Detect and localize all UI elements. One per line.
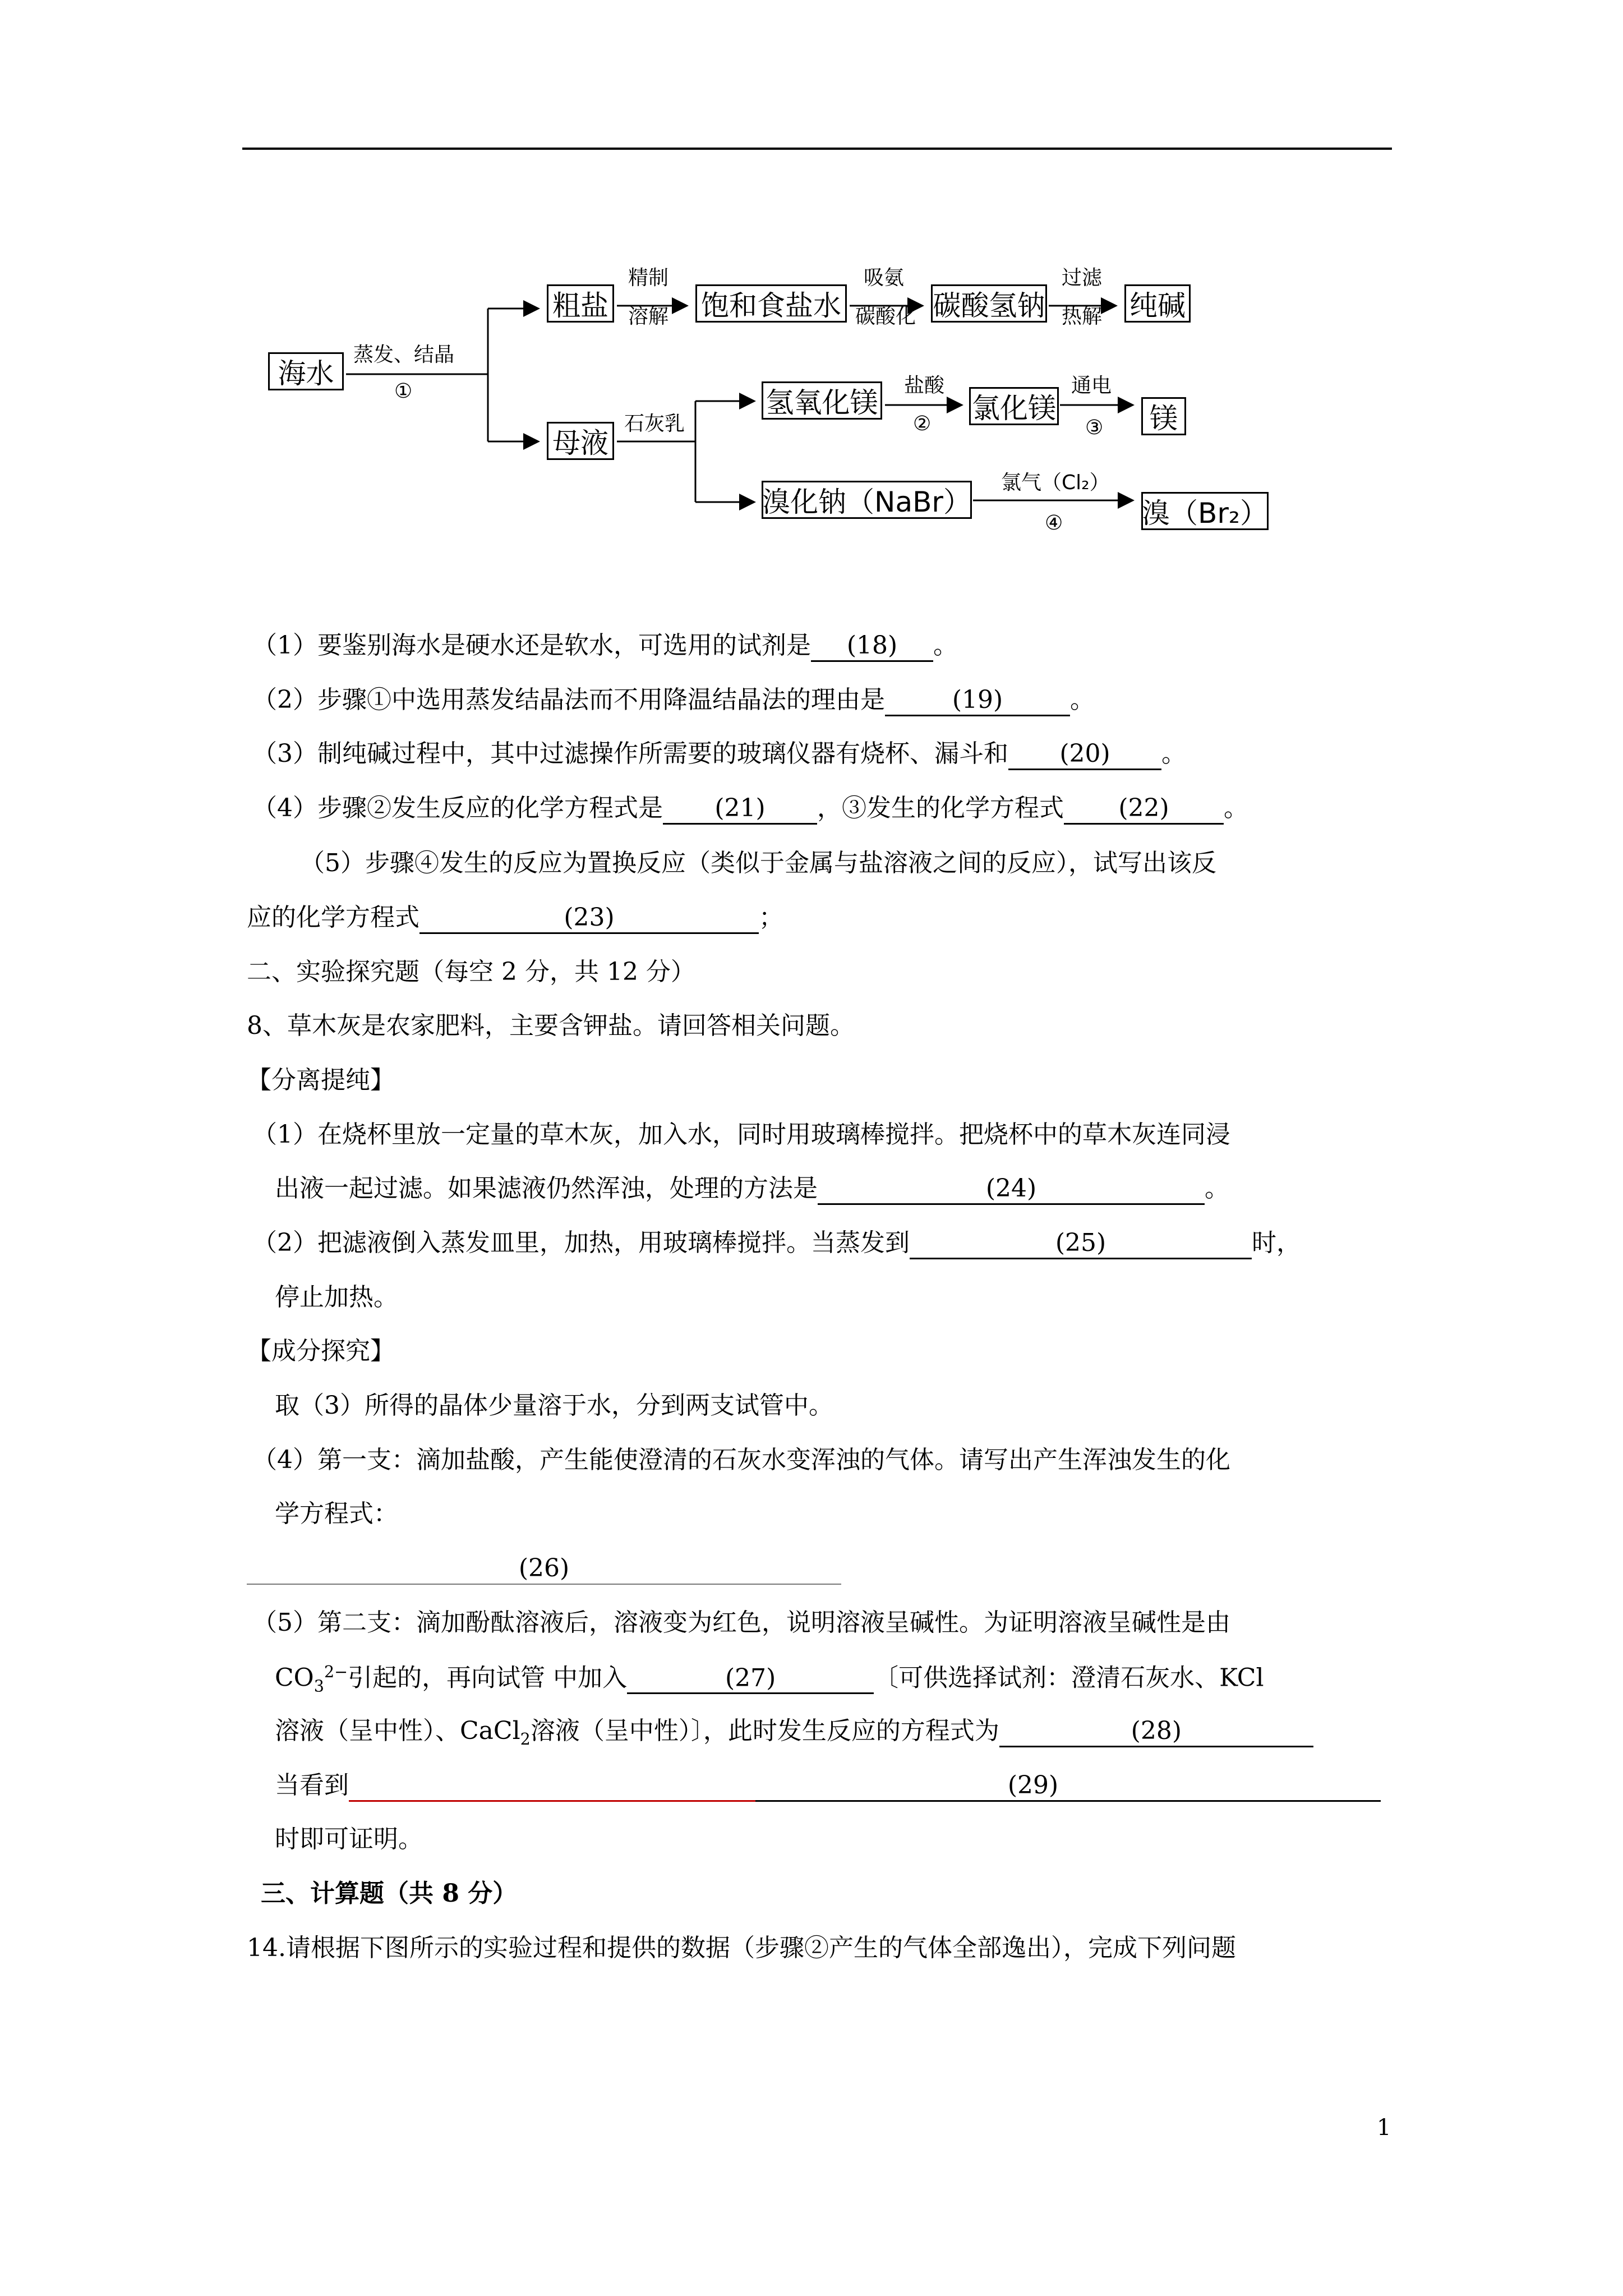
node-coarse-salt: 粗盐 [547,284,614,323]
q8-part5-line1: （5）第二支：滴加酚酞溶液后，溶液变为红色，说明溶液呈碱性。为证明溶液呈碱性是由 [252,1608,1230,1637]
q7-part2: （2）步骤①中选用蒸发结晶法而不用降温结晶法的理由是 (19) 。 [252,685,1095,716]
q8-stem: 8、草木灰是农家肥料，主要含钾盐。请回答相关问题。 [247,1011,855,1040]
label-step3: ③ [1085,416,1104,439]
q7-part3: （3）制纯碱过程中，其中过滤操作所需要的玻璃仪器有烧杯、漏斗和 (20) 。 [252,739,1186,770]
q8-part2-line1: （2）把滤液倒入蒸发皿里，加热，用玻璃棒搅拌。当蒸发到 (25) 时， [252,1228,1301,1259]
label-lime-milk: 石灰乳 [624,412,685,435]
q8-part5-line5: 时即可证明。 [275,1825,423,1853]
label-carbonate: 碳酸化 [855,305,916,328]
q7-part5-line1: （5）步骤④发生的反应为置换反应（类似于金属与盐溶液之间的反应），试写出该反 [300,849,1216,877]
label-heat-decompose: 热解 [1062,305,1103,328]
label-step2: ② [913,412,932,435]
page-number: 1 [1377,2115,1391,2141]
label-dissolve: 溶解 [628,305,669,328]
answer-blank-19[interactable]: (19) [885,686,1070,716]
node-magnesium-hydroxide: 氢氧化镁 [762,381,882,420]
q8-part4-answer-line [247,1554,841,1585]
section3-heading: 三、计算题（共 8 分） [261,1879,518,1908]
q8-part5-line2: $CO_3^{2-}$引起的，再向试管 中加入 (27) 〔可供选择试剂：澄清石灰水、KCl [275,1662,1264,1696]
answer-blank-25[interactable]: (25) [910,1229,1252,1259]
label-step1: ① [394,380,413,403]
answer-blank-21[interactable]: (21) [663,794,817,825]
label-absorb-ammonia: 吸氨 [864,266,905,289]
node-soda-ash: 纯碱 [1124,284,1191,323]
label-chlorine: 氯气（Cl₂） [1001,471,1110,494]
red-underline-segment [349,1800,755,1802]
section2-heading: 二、实验探究题（每空 2 分，共 12 分） [247,958,695,986]
answer-blank-23[interactable]: (23) [419,904,759,934]
answer-blank-20[interactable]: (20) [1008,740,1161,770]
label-filter: 过滤 [1062,266,1103,289]
diagram-connectors [0,0,1623,561]
q8-part4-line2: 学方程式： [275,1499,398,1528]
answer-blank-29[interactable]: (29) [349,1772,1381,1802]
node-magnesium: 镁 [1141,397,1186,435]
label-evaporate: 蒸发、结晶 [353,343,455,366]
answer-blank-26[interactable]: (26) [247,1554,841,1585]
q8-part3: 取（3）所得的晶体少量溶于水，分到两支试管中。 [275,1391,833,1420]
q8-part5-line4: 当看到 (29) [275,1771,1381,1802]
q8-part2-line2: 停止加热。 [275,1283,398,1312]
answer-blank-28[interactable]: (28) [999,1717,1313,1747]
label-electrolysis: 通电 [1071,374,1112,397]
answer-blank-18[interactable]: (18) [811,632,933,662]
q14-stem: 14.请根据下图所示的实验过程和提供的数据（步骤②产生的气体全部逸出），完成下列问题 [247,1934,1236,1962]
q8-subheading-analysis: 【成分探究】 [247,1337,395,1365]
q8-part5-line3: 溶液（呈中性）、CaCl$_2$溶液（呈中性）〕，此时发生反应的方程式为 (28) [275,1717,1313,1749]
label-step4: ④ [1045,512,1063,535]
label-refine: 精制 [628,266,669,289]
node-sodium-bromide: 溴化钠（NaBr） [762,481,972,519]
answer-blank-22[interactable]: (22) [1064,794,1224,825]
node-magnesium-chloride: 氯化镁 [969,387,1059,425]
q8-part1-line1: （1）在烧杯里放一定量的草木灰，加入水，同时用玻璃棒搅拌。把烧杯中的草木灰连同浸 [252,1120,1230,1149]
q7-part1: （1）要鉴别海水是硬水还是软水，可选用的试剂是 (18) 。 [252,631,958,662]
q8-subheading-separation: 【分离提纯】 [247,1066,395,1094]
seawater-process-diagram [0,0,1623,561]
node-saturated-brine: 饱和食盐水 [695,284,847,323]
answer-blank-27[interactable]: (27) [627,1664,874,1695]
node-sodium-bicarbonate: 碳酸氢钠 [931,284,1047,323]
q7-part5-line2: 应的化学方程式 (23) ； [247,903,783,934]
q8-part4-line1: （4）第一支：滴加盐酸，产生能使澄清的石灰水变浑浊的气体。请写出产生浑浊发生的化 [252,1446,1230,1474]
q8-part1-line2: 出液一起过滤。如果滤液仍然浑浊，处理的方法是 (24) 。 [275,1174,1229,1205]
node-sea: 海水 [268,352,344,390]
answer-blank-24[interactable]: (24) [818,1175,1205,1205]
q7-part4: （4）步骤②发生反应的化学方程式是 (21) ，③发生的化学方程式 (22) 。 [252,794,1248,825]
node-mother-liquor: 母液 [547,422,614,460]
label-hydrochloric-acid: 盐酸 [904,374,945,397]
node-bromine: 溴（Br₂） [1141,492,1269,530]
